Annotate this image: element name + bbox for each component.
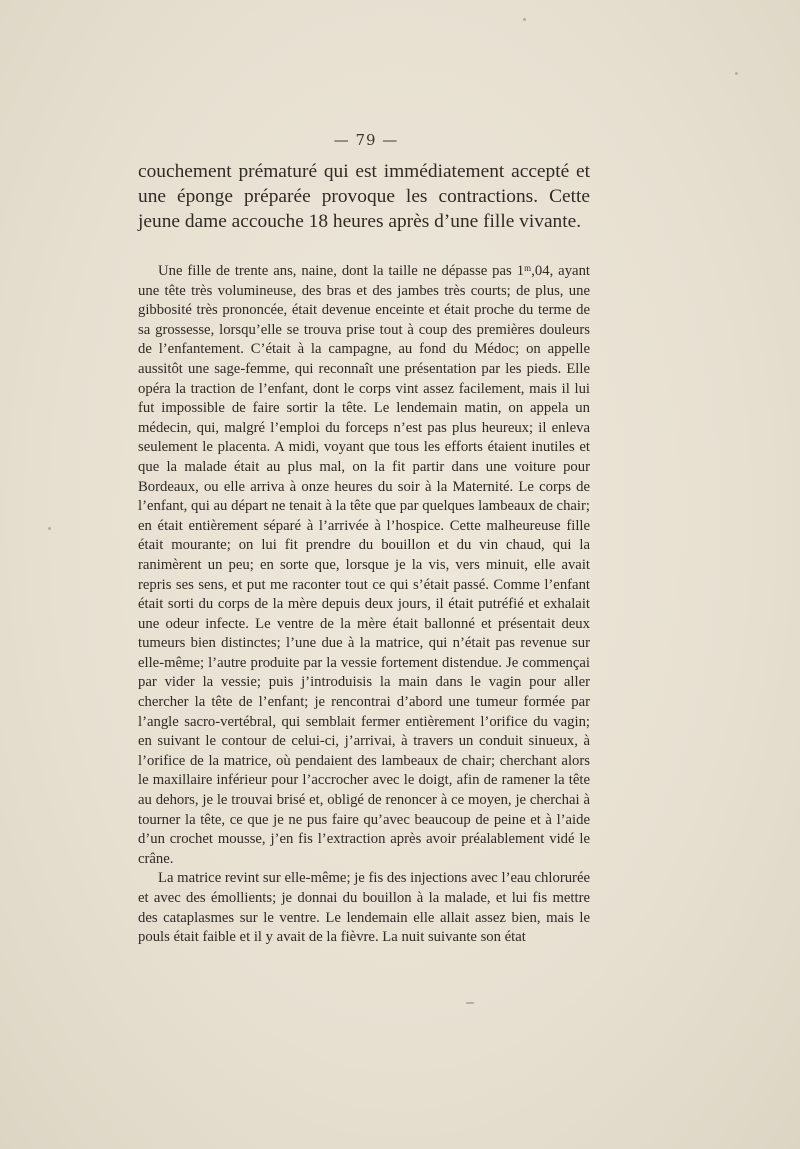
lead-text-block bbox=[138, 159, 590, 234]
paper-speck bbox=[735, 72, 738, 75]
case-paragraph-1: Une fille de trente ans, naine, dont la taille ne dépasse pas 1ᵐ,04, ayant une tête très volumineuse, des bras et des jambes très courts; de plus, une gibbosité très prononcée, était devenue enceinte et était proche du terme de sa grossesse, lorsqu’elle se trouva prise tout à coup des premières douleurs de l’enfantement. C’était à la campagne, au fond du Médoc; on appelle aussitôt une sage-femme, qui reconnaît une présentation par les pieds. Elle opéra la traction de l’enfant, dont le corps vint assez facilement, mais il lui fut impossible de faire sortir la tête. Le lendemain matin, on appela un médecin, qui, malgré l’emploi du forceps n’est pas plus heureux; il enleva seulement le placenta. A midi, voyant que tous les efforts étaient inutiles et que la malade était au plus mal, on la fit partir dans une voiture pour Bordeaux, ou elle arriva à onze heures du soir à la Maternité. Le corps de l’enfant, qui au départ ne tenait à la tête que par quelques lambeaux de chair; en était entièrement séparé à l’arrivée à l’hospice. Cette malheureuse fille était mourante; on lui fit prendre du bouillon et du vin chaud, qui la ranimèrent un peu; en sorte que, lorsque je la vis, vers minuit, elle avait repris ses sens, et put me raconter tout ce qui s’était passé. Comme l’enfant était sorti du corps de la mère depuis deux jours, il était putréfié et exhalait une odeur infecte. Le ventre de la mère était ballonné et présentait deux tumeurs bien distinctes; l’une due à la matrice, qui n’était pas revenue sur elle-même; l’autre produite par la vessie fortement distendue. Je commençai par vider la vessie; puis j’introduisis la main dans le vagin pour aller chercher la tête de l’enfant; je rencontrai d’abord une tumeur formée par l’angle sacro-vertébral, qui semblait fermer entièrement l’orifice du vagin; en suivant le contour de celui-ci, j’arrivai, à travers un conduit sinueux, à l’orifice de la matrice, où pendaient des lambeaux de chair; cherchant alors le maxillaire inférieur pour l’accrocher avec le doigt, afin de ramener la tête au dehors, je le trouvai brisé et, obligé de renoncer à ce moyen, je cherchai à tourner la tête, ce que je ne pus faire qu’avec beaucoup de peine et à l’aide d’un crochet mousse, j’en fis l’extraction après avoir préalablement vidé le crâne. bbox=[138, 263, 590, 867]
lead-paragraph: couchement prématuré qui est immédiatement accepté et une éponge préparée provoque les contractions. Cette jeune dame accouche 18 heures après d’une fille vivante. bbox=[138, 161, 590, 232]
case-paragraph-2: La matrice revint sur elle-même; je fis des injections avec l’eau chlorurée et avec des émollients; je donnai du bouillon à la malade, et lui fis mettre des cataplasmes sur le ventre. Le lendemain elle allait assez bien, mais le pouls était faible et il y avait de la fièvre. La nuit suivante son état bbox=[138, 870, 590, 946]
page-number: — 79 — bbox=[333, 131, 399, 149]
paper-speck bbox=[466, 1002, 474, 1004]
paper-speck bbox=[523, 18, 526, 21]
paper-speck bbox=[48, 527, 51, 530]
body-text-block bbox=[138, 262, 590, 948]
